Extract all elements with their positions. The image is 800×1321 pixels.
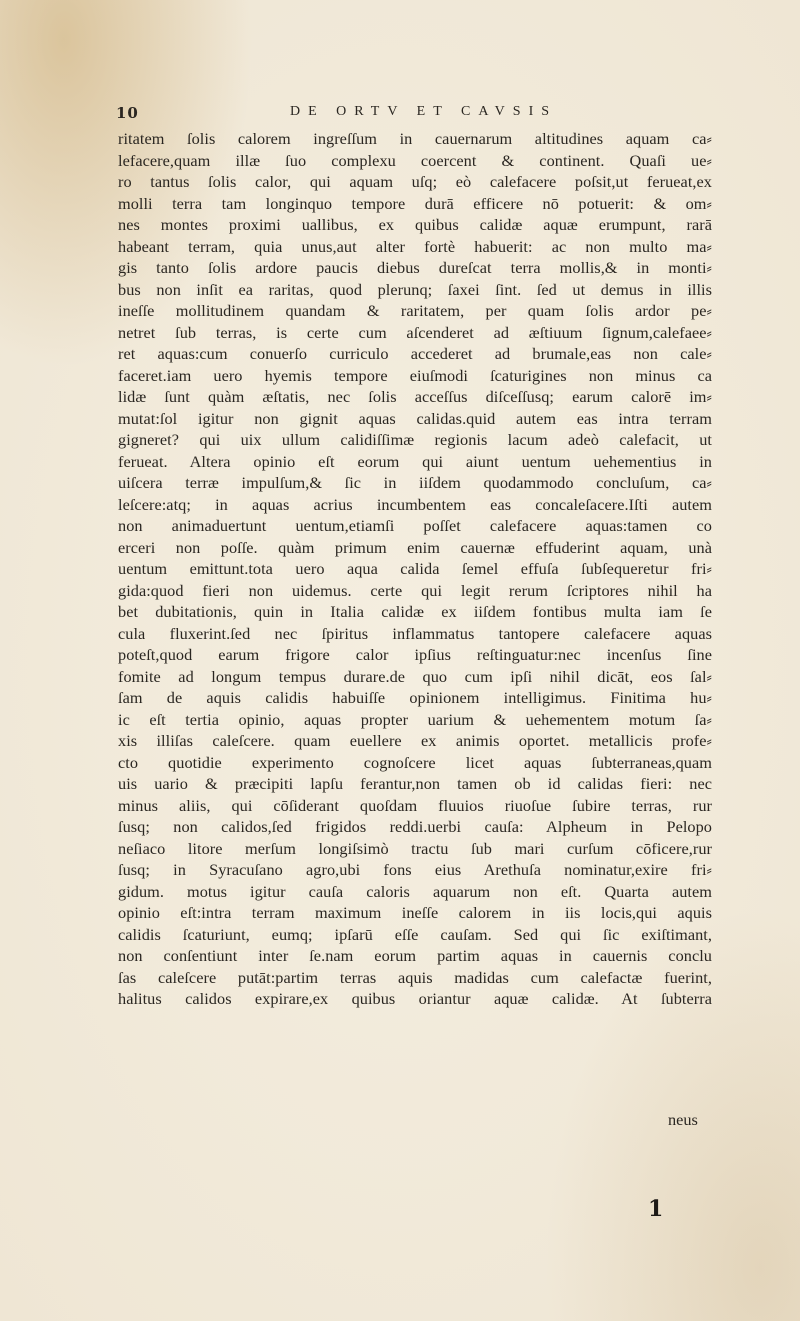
text-line: gis tanto ſolis ardore paucis diebus dureſcat terra mollis,& in monti⸗ bbox=[118, 258, 712, 277]
folio-number: 10 bbox=[116, 104, 139, 122]
text-line: erceri non poſſe. quàm primum enim cauernæ effuderint aquam, unà bbox=[118, 537, 712, 557]
text-line: bus non inſit ea raritas, quod plerunq; ſaxei ſint. ſed ut demus in illis bbox=[118, 279, 712, 299]
text-line: ritatem ſolis calorem ingreſſum in cauernarum altitudines aquam ca⸗ bbox=[118, 129, 712, 148]
text-line: cula fluxerint.ſed nec ſpiritus inflammatus tantopere calefacere aquas bbox=[118, 623, 712, 643]
text-line: minus aliis, qui cōſiderant quoſdam fluuios riuoſue ſubire terras, rur bbox=[118, 795, 712, 815]
text-line: ic eſt tertia opinio, aquas propter uarium & uehementem motum ſa⸗ bbox=[118, 709, 712, 729]
text-line: ret aquas:cum conuerſo curriculo accederet ad brumale,eas non cale⸗ bbox=[118, 344, 712, 363]
text-line: ro tantus ſolis calor, qui aquam uſq; eò calefacere poſsit,ut ferueat,ex bbox=[118, 172, 712, 191]
text-line: ineſſe mollitudinem quandam & raritatem, per quam ſolis ardor pe⸗ bbox=[118, 301, 712, 320]
text-line: calidis ſcaturiunt, eumq; ipſarū eſſe cauſam. Sed qui ſic exiſtimant, bbox=[118, 924, 712, 944]
text-line: uentum emittunt.tota uero aqua calida ſemel effuſa ſubſequeretur fri⸗ bbox=[118, 559, 712, 578]
running-head: DE ORTV ET CAVSIS bbox=[290, 104, 558, 119]
text-line: leſcere:atq; in aquas acrius incumbentem eas concaleſacere.Iſti autem bbox=[118, 494, 712, 514]
text-line: ſusq; in Syracuſano agro,ubi fons eius Arethuſa nominatur,exire fri⸗ bbox=[118, 860, 712, 879]
text-line: faceret.iam uero hyemis tempore eiuſmodi ſcaturigines non minus ca bbox=[118, 365, 712, 385]
signature-mark: 1 bbox=[648, 1196, 664, 1222]
text-line: halitus calidos expirare,ex quibus oriantur aquæ calidæ. At ſubterra bbox=[118, 989, 712, 1008]
text-line: cto quotidie experimento cognoſcere licet aquas ſubterraneas,quam bbox=[118, 752, 712, 772]
text-line: lefacere,quam illæ ſuo complexu coercent & continent. Quaſi ue⸗ bbox=[118, 150, 712, 170]
text-line: ſam de aquis calidis habuiſſe opinionem intelligimus. Finitima hu⸗ bbox=[118, 688, 712, 707]
text-line: poteſt,quod earum frigore calor ipſius reſtinguatur:nec incenſus ſine bbox=[118, 645, 712, 664]
text-line: bet dubitationis, quin in Italia calidæ ex iiſdem fontibus multa iam ſe bbox=[118, 602, 712, 621]
text-line: molli terra tam longinquo tempore durā efficere nō potuerit: & om⸗ bbox=[118, 193, 712, 213]
text-line: fomite ad longum tempus durare.de quo cum ipſi nihil dicāt, eos ſal⸗ bbox=[118, 666, 712, 686]
text-line: non animaduertunt uentum,etiamſi poſſet calefacere aquas:tamen co bbox=[118, 516, 712, 535]
text-block bbox=[118, 128, 712, 1010]
text-line: neſiaco litore merſum longiſsimò tractu ſub mari curſum cōficere,rur bbox=[118, 838, 712, 858]
text-line: netret ſub terras, is certe cum aſcenderet ad æſtiuum ſignum,calefaee⸗ bbox=[118, 322, 712, 342]
text-line: ſusq; non calidos,ſed frigidos reddi.uerbi cauſa: Alpheum in Pelopo bbox=[118, 817, 712, 836]
text-line: gida:quod fieri non uidemus. certe qui legit rerum ſcriptores nihil ha bbox=[118, 580, 712, 600]
text-line: gidum. motus igitur cauſa caloris aquarum non eſt. Quarta autem bbox=[118, 881, 712, 901]
text-line: habeant terram, quia unus,aut alter fortè habuerit: ac non multo ma⸗ bbox=[118, 236, 712, 256]
text-line: mutat:ſol igitur non gignit aquas calidas.quid autem eas intra terram bbox=[118, 408, 712, 428]
text-line: ferueat. Altera opinio eſt eorum qui aiunt uentum uehementius in bbox=[118, 451, 712, 471]
catchword: neus bbox=[668, 1110, 698, 1129]
page-header bbox=[116, 100, 712, 124]
text-line: nes montes proximi uallibus, ex quibus calidæ aquæ erumpunt, rarā bbox=[118, 215, 712, 234]
text-line: non conſentiunt inter ſe.nam eorum partim aquas in cauernis conclu bbox=[118, 946, 712, 965]
text-line: ſas caleſcere putāt:partim terras aquis madidas cum calefactæ fuerint, bbox=[118, 967, 712, 987]
text-line: gigneret? qui uix ullum calidiſſimæ regionis lacum adeò calefacit, ut bbox=[118, 430, 712, 449]
text-line: xis illiſas caleſcere. quam euellere ex animis oportet. metallicis profe⸗ bbox=[118, 731, 712, 750]
text-line: opinio eſt:intra terram maximum ineſſe calorem in iis locis,qui aquis bbox=[118, 903, 712, 922]
text-line: uiſcera terræ impulſum,& ſic in iiſdem quodammodo concluſum, ca⸗ bbox=[118, 473, 712, 492]
text-line: uis uario & præcipiti lapſu ferantur,non tamen ob id calidas fieri: nec bbox=[118, 774, 712, 793]
text-line: lidæ ſunt quàm æſtatis, nec ſolis acceſſus diſceſſusq; earum calorē im⸗ bbox=[118, 387, 712, 406]
